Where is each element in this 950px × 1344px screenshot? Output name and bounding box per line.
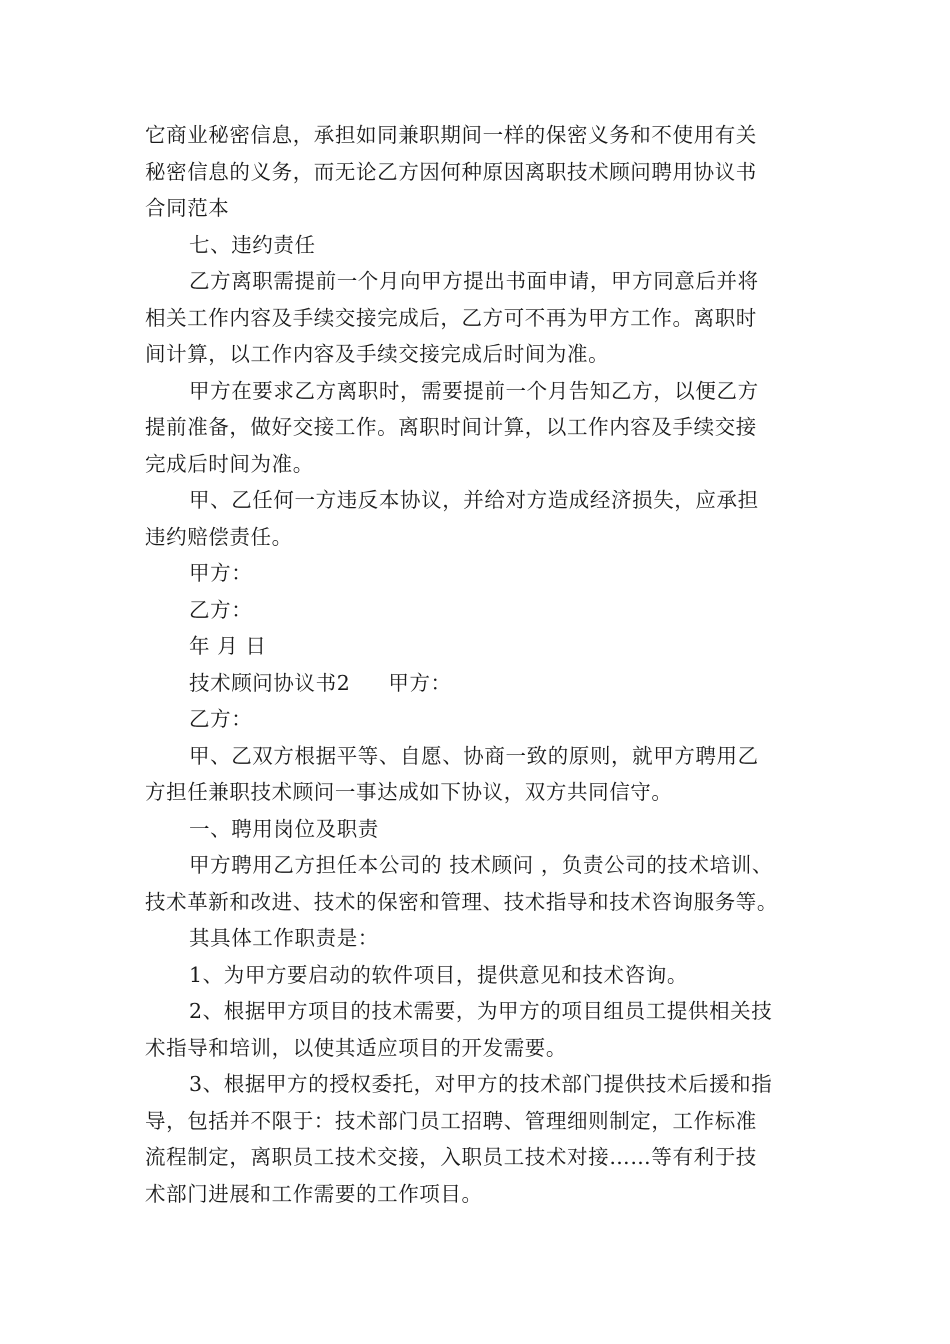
text-line: 1、为甲方要启动的软件项目，提供意见和技术咨询。 (189, 962, 688, 987)
text-line: 相关工作内容及手续交接完成后，乙方可不再为甲方工作。离职时 (145, 305, 757, 330)
agreement-title: 技术顾问协议书2 (189, 670, 351, 695)
text-line: 间计算，以工作内容及手续交接完成后时间为准。 (145, 342, 610, 366)
text-line: 甲、乙双方根据平等、自愿、协商一致的原则，就甲方聘用乙 (189, 743, 759, 768)
text-line: 甲方在要求乙方离职时，需要提前一个月告知乙方，以便乙方 (189, 378, 759, 403)
text-line: 3、根据甲方的授权委托，对甲方的技术部门提供技术后援和指 (189, 1072, 773, 1096)
paragraph-block-after (145, 701, 810, 1212)
document-body (145, 117, 810, 1212)
text-line: 甲、乙任何一方违反本协议，并给对方造成经济损失，应承担 (189, 488, 759, 512)
text-line: 2、根据甲方项目的技术需要，为甲方的项目组员工提供相关技 (189, 999, 773, 1023)
text-line: 甲方： (189, 561, 253, 585)
text-line: 七、违约责任 (189, 232, 316, 257)
text-line: 乙方： (189, 707, 253, 731)
text-line: 其具体工作职责是： (189, 926, 379, 950)
text-line: 甲方聘用乙方担任本公司的 技术顾问 ，负责公司的技术培训、 (189, 853, 773, 877)
text-line: 完成后时间为准。 (145, 451, 314, 476)
text-line: 年 月 日 (189, 634, 267, 658)
text-line: 合同范本 (145, 196, 230, 220)
text-line: 技术革新和改进、技术的保密和管理、技术指导和技术咨询服务等。 (145, 889, 778, 914)
text-line: 提前准备，做好交接工作。离职时间计算，以工作内容及手续交接 (145, 415, 757, 439)
text-line: 违约赔偿责任。 (145, 524, 293, 549)
text-line: 秘密信息的义务，而无论乙方因何种原因离职技术顾问聘用协议书 (145, 159, 757, 184)
agreement-title-line (145, 665, 810, 702)
text-line: 术指导和培训，以使其适应项目的开发需要。 (145, 1035, 567, 1060)
text-line: 乙方离职需提前一个月向甲方提出书面申请，甲方同意后并将 (189, 269, 759, 293)
text-line: 乙方： (189, 597, 253, 622)
text-line: 流程制定，离职员工技术交接，入职员工技术对接……等有利于技 (145, 1145, 757, 1169)
text-line: 一、聘用岗位及职责 (189, 816, 379, 841)
text-line: 方担任兼职技术顾问一事达成如下协议，双方共同信守。 (145, 780, 673, 804)
paragraph-block-before (145, 117, 810, 665)
text-line: 导，包括并不限于：技术部门员工招聘、管理细则制定，工作标准 (145, 1108, 757, 1133)
text-line: 它商业秘密信息，承担如同兼职期间一样的保密义务和不使用有关 (145, 123, 757, 147)
text-line: 术部门进展和工作需要的工作项目。 (145, 1181, 483, 1206)
party-a-label: 甲方： (388, 670, 452, 695)
